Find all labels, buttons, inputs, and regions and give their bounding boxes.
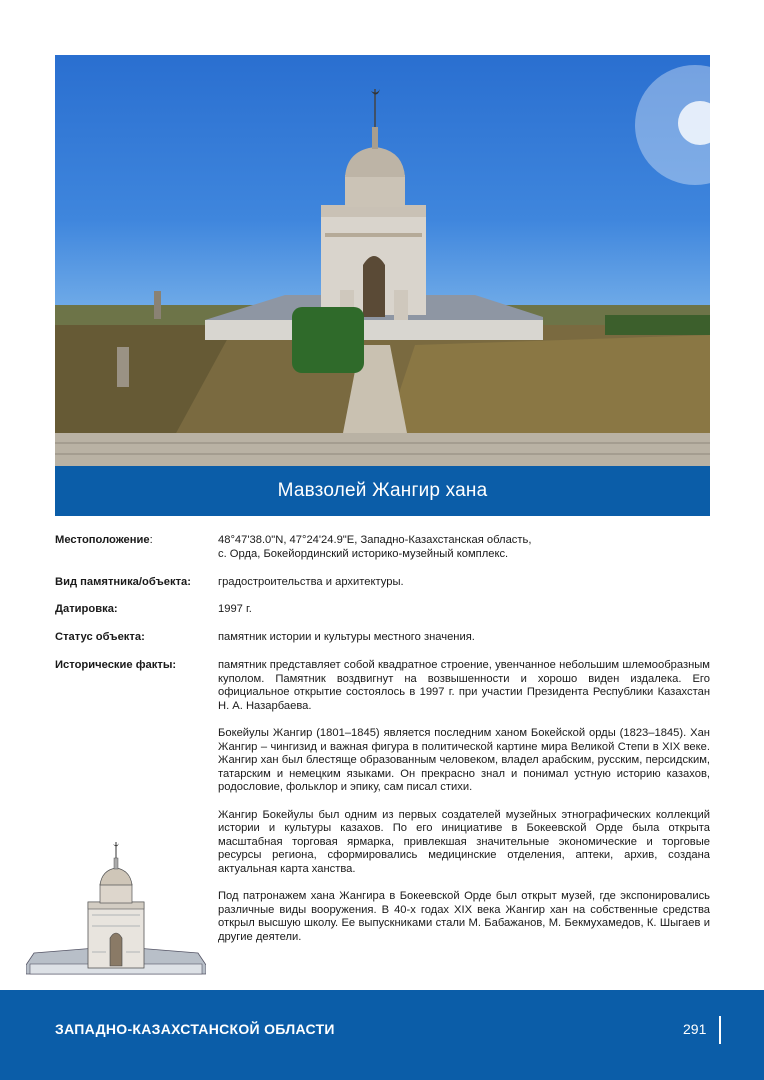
location-label-colon: : [149, 534, 153, 546]
page-number-divider [719, 1016, 721, 1044]
facts-label: Исторические факты: [55, 659, 177, 671]
title-text: Мавзолей Жангир хана [277, 480, 488, 501]
date-label: Датировка: [55, 603, 118, 615]
location-value [218, 534, 710, 561]
mausoleum-sketch-illustration [26, 840, 206, 980]
location-label [55, 534, 215, 548]
facts-paragraph-2: Бокейулы Жангир (1801–1845) является последним ханом Бокейской орды (1823–1845). Хан Жангир – чингизид и важная фигура в политической картине мира Великой Степи в XIX веке. Жангир хан был блестяще образованным человеком, владел арабским, русским, персидским, татарским и немецким языками. Он прекрасно знал и понимал устную историю казахов, родословие, фольклор и эпику, сам писал стихи. [218, 726, 710, 794]
location-label-text: Местоположение [55, 534, 150, 546]
footer-region-title: ЗАПАДНО-КАЗАХСТАНСКОЙ ОБЛАСТИ [55, 1021, 335, 1037]
facts-text [218, 659, 710, 958]
type-value: градостроительства и архитектуры. [218, 576, 404, 588]
type-label: Вид памятника/объекта: [55, 576, 191, 588]
date-value: 1997 г. [218, 603, 252, 615]
facts-paragraph-1: памятник представляет собой квадратное строение, увенчанное небольшим шлемообразным куполом. Памятник воздвигнут на возвышенности и хорошо виден издалека. Его официальное открытие состоялось в 1997 г. при участии Президента Республики Казахстан Н. А. Назарбаева. [218, 659, 710, 712]
page-title [55, 466, 710, 516]
location-line-1: 48°47'38.0"N, 47°24'24.9"E, Западно-Казахстанская область, [218, 534, 532, 546]
status-label: Статус объекта: [55, 631, 145, 643]
page-footer [0, 990, 764, 1080]
facts-paragraph-3: Жангир Бокейулы был одним из первых создателей музейных этнографических коллекций истории и культуры казахов. По его инициативе в Бокеевской Орде была открыта масштабная торговая ярмарка, привлекшая значительные экономические и торговые ресурсы региона, сформировались медицинские отделения, аптеки, архив, создана актуальная карта ханства. [218, 808, 710, 875]
facts-paragraph-4: Под патронажем хана Жангира в Бокеевской Орде был открыт музей, где экспонировались различные виды вооружения. В 40-х годах XIX века Жангир хан на собственные средства открыл высшую школу. Ее выпускниками стали М. Бабажанов, М. Бекмухамедов, К. Шыгаев и другие деятели. [218, 890, 710, 943]
mausoleum-photo [55, 55, 710, 466]
status-value: памятник истории и культуры местного значения. [218, 631, 475, 643]
page-number: 291 [683, 1021, 707, 1037]
location-line-2: с. Орда, Бокейординский историко-музейный комплекс. [218, 547, 509, 560]
